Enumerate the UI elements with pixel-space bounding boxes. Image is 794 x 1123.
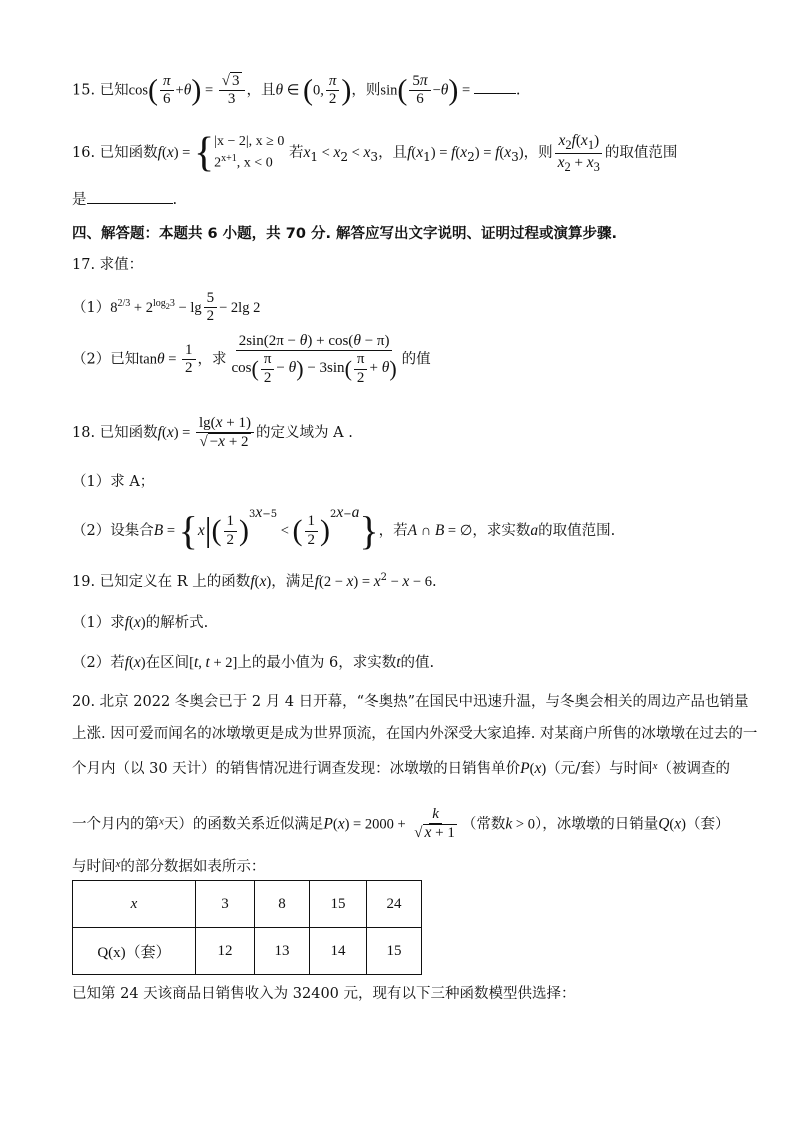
table-cell: 15 bbox=[367, 928, 422, 975]
exponent: x+1 bbox=[221, 153, 237, 165]
question-15: 15. 已知cos( $\frac{\pi}{6}$ +θ) = $\frac{√ 3}{3}$ ，且θ ∈ (0, $\frac{\pi}{2}$ )，则sin( $\frac{5\pi}{6}$ −θ) = . bbox=[72, 72, 521, 108]
answer-blank[interactable] bbox=[474, 93, 516, 94]
part-label: （1）求 bbox=[72, 615, 125, 631]
question-text: ，且 bbox=[246, 82, 276, 99]
question-number: 19. bbox=[72, 573, 96, 590]
question-text: . bbox=[172, 192, 178, 208]
question-text: 是 bbox=[72, 192, 87, 208]
question-text: 已知函数 bbox=[99, 145, 158, 162]
question-text: 的取值范围. bbox=[538, 523, 616, 539]
table-cell: 3 bbox=[196, 881, 255, 928]
table-header-x: x bbox=[73, 881, 196, 928]
question-text: 已知 bbox=[99, 82, 129, 99]
question-20-line-3: 个月内（以 30 天计）的销售情况进行调查发现：冰墩墩的日销售单价P(x)（元/套）与时间$^x$（被调查的 bbox=[72, 760, 730, 777]
answer-blank[interactable] bbox=[87, 203, 173, 204]
question-16-line-2 bbox=[72, 192, 177, 209]
table-cell: 12 bbox=[196, 928, 255, 975]
table-cell: 8 bbox=[255, 881, 310, 928]
question-text: ，求 bbox=[197, 351, 227, 368]
question-text: 的取值范围 bbox=[604, 145, 678, 162]
question-text: ），冰墩墩的日销量 bbox=[534, 816, 659, 833]
question-text: 的定义域为 A . bbox=[256, 424, 353, 441]
question-text: 上的最小值为 6，求实数 bbox=[237, 655, 397, 671]
question-number: 16. bbox=[72, 145, 96, 162]
question-text: 与时间 bbox=[72, 859, 116, 875]
question-text: ，则 bbox=[523, 145, 553, 162]
question-text: 一个月内的第 bbox=[72, 816, 159, 833]
expression: − 2lg 2 bbox=[219, 299, 261, 316]
question-17-part-2: （2）已知tanθ = $\frac{1}{2}$ ，求 2sin(2π − θ) + cos(θ − π) cos( $\frac{\pi}{2}$ − θ) − 3sin( $\frac{\pi}{2}$ + θ) 的值 bbox=[72, 332, 431, 386]
question-18-part-1: （1）求 A； bbox=[72, 474, 155, 490]
question-20-after-table: 已知第 24 天该商品日销售收入为 32400 元，现有以下三种函数模型供选择： bbox=[72, 986, 576, 1002]
question-text: 在区间 bbox=[145, 655, 190, 671]
table-header-q: Q(x)（套） bbox=[73, 928, 196, 975]
table-cell: 14 bbox=[310, 928, 367, 975]
question-text: 若 bbox=[288, 145, 304, 162]
question-20-line-5: 与时间$^x$的部分数据如表所示： bbox=[72, 858, 266, 875]
table-cell: 24 bbox=[367, 881, 422, 928]
part-label: （2）已知 bbox=[72, 351, 140, 368]
question-text: 天）的函数关系近似满足 bbox=[163, 816, 324, 833]
part-label: （2）设集合 bbox=[72, 523, 154, 539]
question-number: 18. bbox=[72, 424, 96, 441]
question-text: ，求实数 bbox=[472, 523, 531, 539]
question-text: 的部分数据如表所示： bbox=[120, 859, 266, 875]
question-19-part-1: （1）求f(x)的解析式. bbox=[72, 614, 209, 631]
question-text: （常数 bbox=[461, 816, 506, 833]
question-17-part-1: $(1)8^{2/3} + 2^{log_23} - \lg$ $\frac{5}{2}$ − 2lg 2 bbox=[72, 290, 261, 325]
question-19-part-2: （2）若f(x)在区间[t, t + 2]上的最小值为 6，求实数t的值. bbox=[72, 654, 435, 671]
expression: − lg bbox=[178, 299, 202, 316]
question-19: 19. 已知定义在 R 上的函数f(x)，满足$f(2 - x) = x^2 - x - 6$. bbox=[72, 572, 437, 590]
question-17 bbox=[72, 257, 143, 274]
piecewise-case-2: , x < 0 bbox=[236, 155, 273, 171]
question-text: （被调查的 bbox=[657, 761, 730, 777]
part-label: （2）若 bbox=[72, 655, 125, 671]
question-20-line-4: 一个月内的第$^x$天）的函数关系近似满足P(x) = 2000 + $\frac{k}{√ x + 1}$ （常数k > 0），冰墩墩的日销量Q(x)（套） bbox=[72, 806, 730, 842]
question-text: 的值 bbox=[401, 351, 431, 368]
question-text: ，且 bbox=[378, 145, 408, 162]
table-cell: 15 bbox=[310, 881, 367, 928]
question-number: 15. bbox=[72, 82, 96, 99]
question-text: （套） bbox=[685, 816, 730, 833]
question-text: 已知函数 bbox=[99, 424, 158, 441]
question-text: 个月内（以 30 天计）的销售情况进行调查发现：冰墩墩的日销售单价 bbox=[72, 761, 521, 777]
piecewise-case-1: |x − 2|, x ≥ 0 bbox=[214, 134, 285, 149]
question-text: 已知定义在 R 上的函数 bbox=[99, 573, 251, 590]
data-table bbox=[72, 880, 422, 975]
question-20-line-2: 上涨. 因可爱而闻名的冰墩墩更是成为世界顶流，在国内外深受大家追捧. 对某商户所售的冰墩墩在过去的一 bbox=[72, 726, 758, 742]
question-18-part-2: （2）设集合B = {x|( $\frac{1}{2}$ )$^{3x-5}$ < ( $\frac{1}{2}$ )$^{2x-a}$}，若A ∩ B = ∅，求实数a的取值范围. bbox=[72, 504, 616, 553]
table-cell: 13 bbox=[255, 928, 310, 975]
question-text: （元/套）与时间 bbox=[546, 761, 653, 777]
question-16: 16. 已知函数f(x) = { |x − 2|, x ≥ 0 $2^{x+1}$, x < 0 若$x_1 < x_2 < x_3$，且$f(x_1) = f(x_2) = f(x_3)$，则 $\frac{x_2f(x_1)}{x_2 + x_3}$ 的取值范围 bbox=[72, 130, 678, 177]
question-20-line-1: 20. 北京 2022 冬奥会已于 2 月 4 日开幕，“冬奥热”在国民中迅速升温，与冬奥会相关的周边产品也销量 bbox=[72, 694, 749, 710]
question-text: ，若 bbox=[378, 523, 408, 539]
section-heading: 四、解答题：本题共 6 小题，共 70 分. 解答应写出文字说明、证明过程或演算步骤. bbox=[72, 226, 618, 242]
question-text: ，则 bbox=[351, 82, 381, 99]
question-text: . bbox=[431, 573, 437, 590]
question-18: 18. 已知函数f(x) = $\frac{\lg(x + 1)}{√ -x + 2}$ 的定义域为 A . bbox=[72, 414, 353, 451]
question-text: . bbox=[515, 82, 521, 99]
table-row bbox=[73, 928, 422, 975]
question-text: 的解析式. bbox=[145, 615, 209, 631]
question-text: ，满足 bbox=[271, 573, 315, 590]
part-label: （1） bbox=[72, 299, 111, 316]
question-text: 求值： bbox=[99, 257, 144, 273]
question-text: 的值. bbox=[400, 655, 435, 671]
question-number: 17. bbox=[72, 257, 96, 273]
table-row bbox=[73, 881, 422, 928]
